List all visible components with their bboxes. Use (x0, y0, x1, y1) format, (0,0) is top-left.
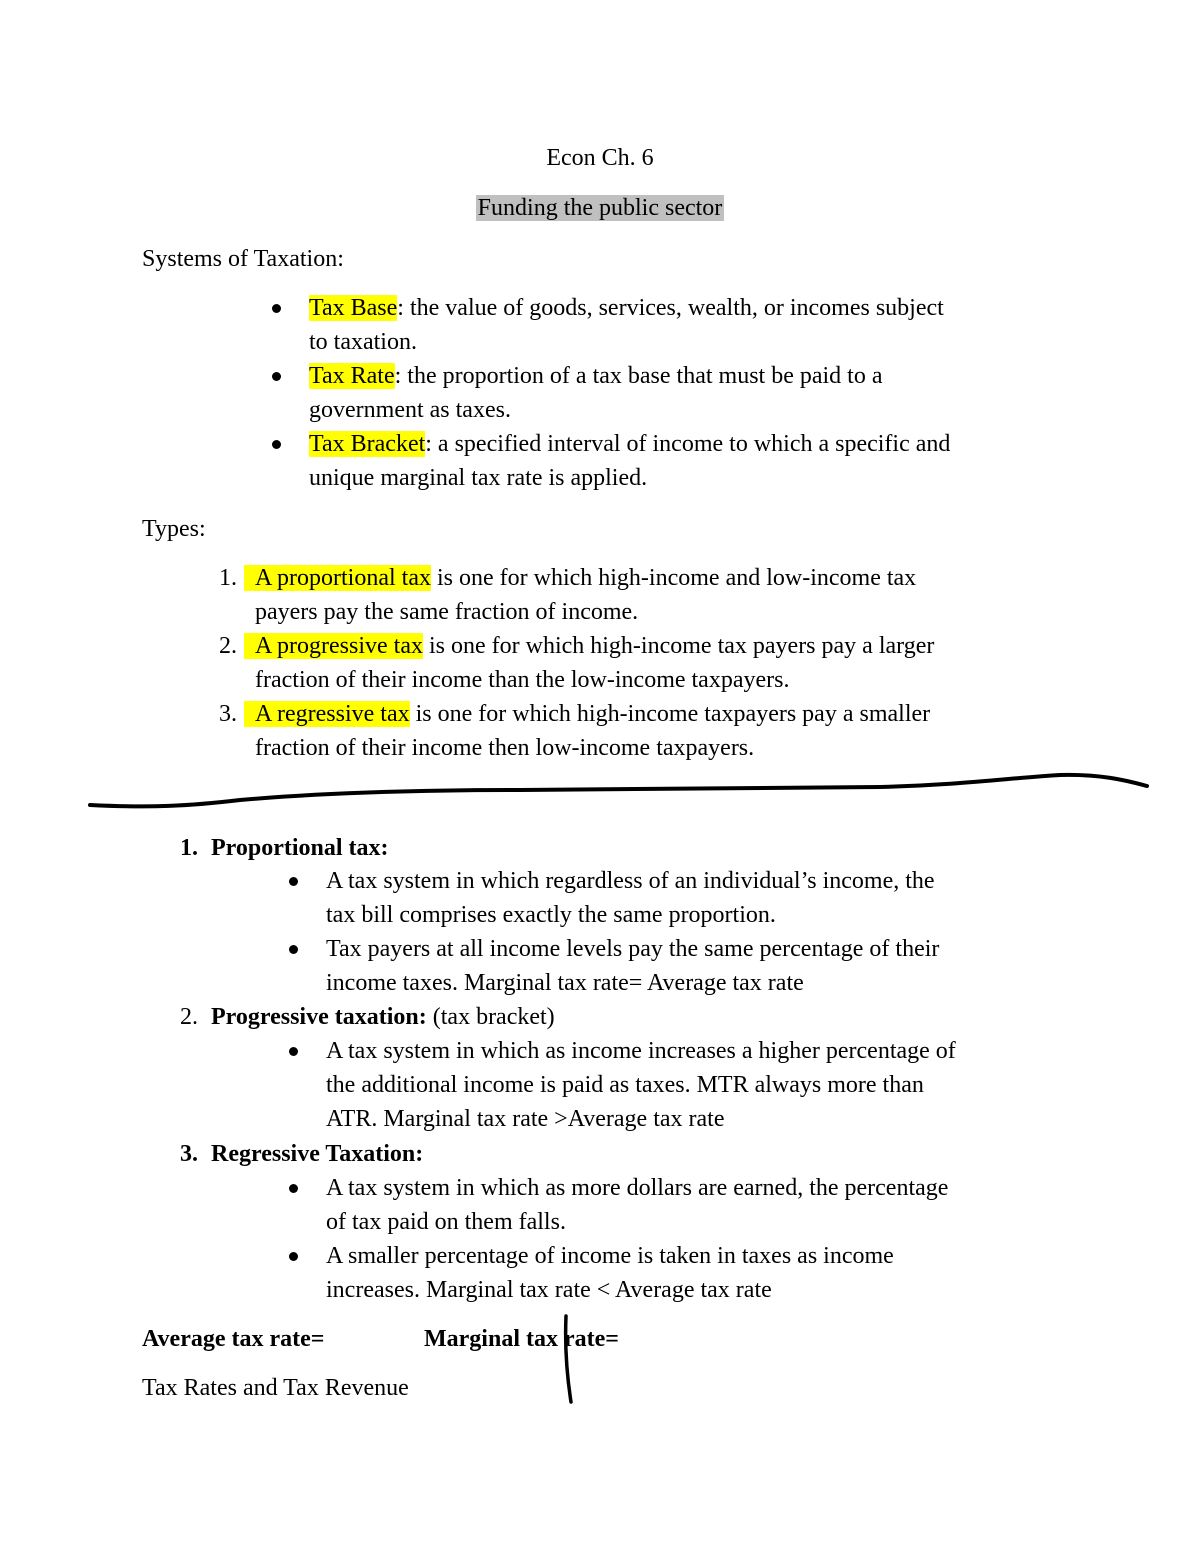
bullet-icon (289, 877, 298, 886)
item-number: 3. (219, 701, 237, 727)
term-highlight: A proportional tax (244, 565, 431, 591)
handdrawn-divider-line (90, 775, 1147, 806)
bullet-icon (289, 945, 298, 954)
term-highlight: Tax Bracket (309, 431, 426, 457)
term-highlight: A regressive tax (244, 701, 410, 727)
section-title: Regressive Taxation: (211, 1141, 424, 1167)
term-highlight: A progressive tax (244, 633, 423, 659)
term-highlight: Tax Base (309, 295, 398, 321)
page-subtitle: Funding the public sector (477, 195, 723, 221)
section-title: Progressive taxation: (211, 1004, 427, 1030)
bullet-icon (272, 304, 281, 313)
section-number: 2. (180, 1004, 198, 1030)
section-number: 3. (180, 1141, 198, 1167)
bullet-icon (272, 372, 281, 381)
average-tax-rate-label: Average tax rate= (142, 1326, 325, 1352)
item-number: 2. (219, 633, 237, 659)
bullet-icon (289, 1047, 298, 1056)
bullet-icon (289, 1252, 298, 1261)
section-title: Proportional tax: (211, 835, 389, 861)
section-number: 1. (180, 835, 198, 861)
bullet-icon (272, 440, 281, 449)
page-title: Econ Ch. 6 (546, 145, 654, 171)
item-number: 1. (219, 565, 237, 591)
bullet-icon (289, 1184, 298, 1193)
systems-heading: Systems of Taxation: (142, 246, 344, 272)
marginal-tax-rate-label: Marginal tax rate= (424, 1326, 619, 1352)
term-highlight: Tax Rate (309, 363, 395, 389)
types-heading: Types: (142, 516, 206, 542)
section-heading: Tax Rates and Tax Revenue (142, 1375, 409, 1401)
